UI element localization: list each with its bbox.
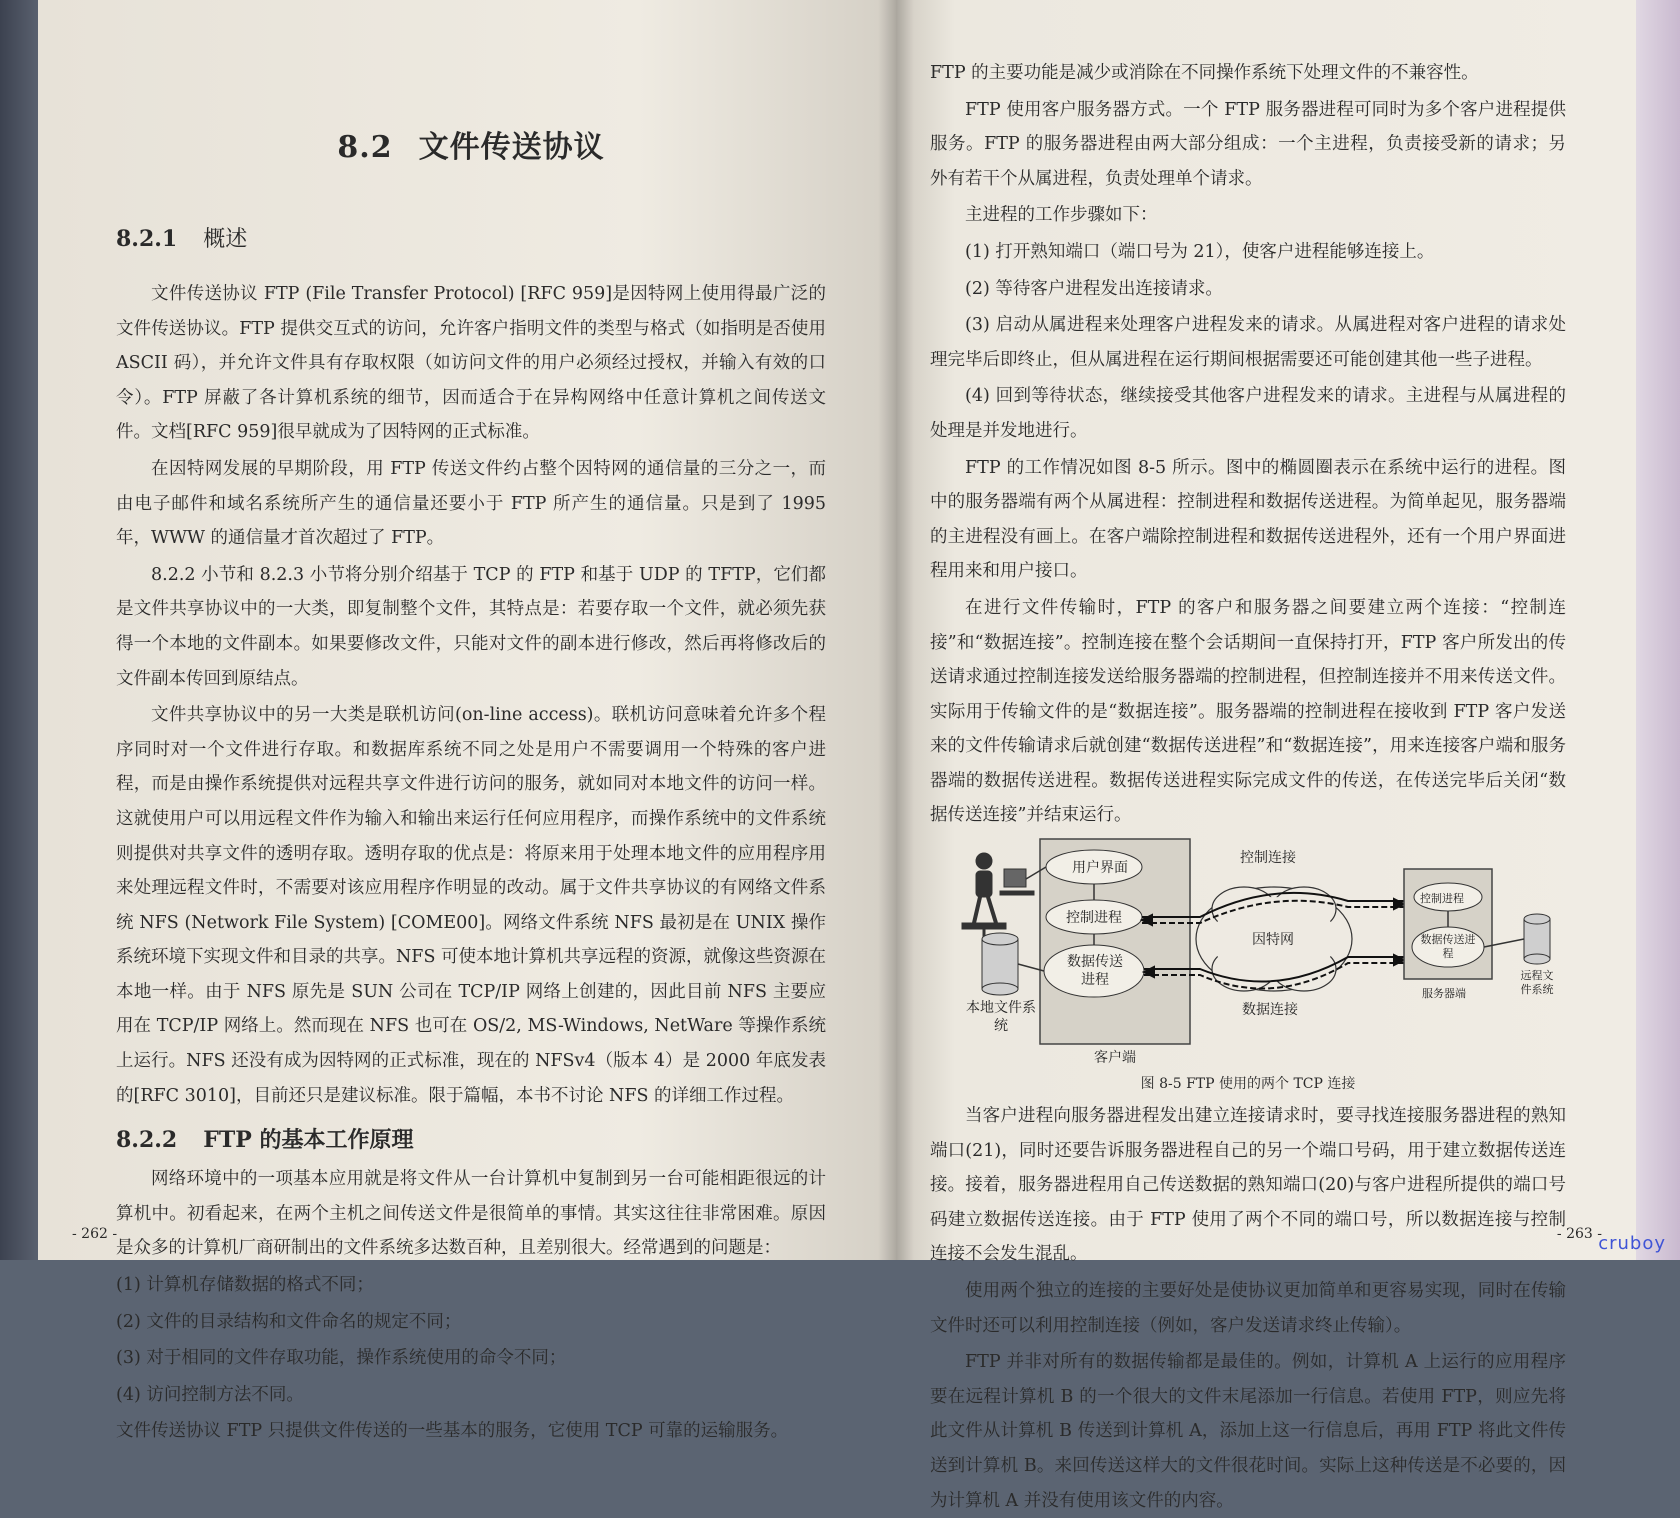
paragraph: FTP 使用客户服务器方式。一个 FTP 服务器进程可同时为多个客户进程提供服务。FTP 的服务器进程由两大部分组成：一个主进程，负责接受新的请求；另外有若干个从属进程，负责处理单个请求。	[930, 99, 1566, 189]
figure-8-5	[944, 839, 1584, 1077]
section-heading-8-2-2	[116, 1123, 826, 1154]
step-item: (2) 等待客户进程发出连接请求。	[965, 278, 1223, 299]
step-item: (4) 回到等待状态，继续接受其他客户进程发来的请求。主进程与从属进程的处理是并发地进行。	[930, 386, 1566, 441]
step-item: (1) 打开熟知端口（端口号为 21），使客户进程能够连接上。	[965, 241, 1435, 262]
paragraph: 文件共享协议中的另一大类是联机访问(on-line access)。联机访问意味着允许多个程序同时对一个文件进行存取。和数据库系统不同之处是用户不需要调用一个特殊的客户进程，而是由操作系统提供对远程共享文件进行访问的服务，就如同对本地文件的访问一样。这就使用户可以用远程文件作为输入和输出来运行任何应用程序，而操作系统中的文件系统则提供对共享文件的透明存取。透明存取的优点是：将原来用于处理本地文件的应用程序用来处理远程文件时，不需要对该应用程序作明显的改动。属于文件共享协议的有网络文件系统 NFS (Network File System) [COME00]。网络文件系统 NFS 最初是在 UNIX 操作系统环境下实现文件和目录的共享。NFS 可使本地计算机共享远程的资源，就像这些资源在本地一样。由于 NFS 原先是 SUN 公司在 TCP/IP 网络上创建的，因此目前 NFS 主要应用在 TCP/IP 网络上。然而现在 NFS 也可在 OS/2, MS-Windows, NetWare 等操作系统上运行。NFS 还没有成为因特网的正式标准，现在的 NFSv4（版本 4）是 2000 年底发表的[RFC 3010]，目前还只是建议标准。限于篇幅，本书不讨论 NFS 的详细工作过程。	[116, 705, 827, 1106]
section-title: 概述	[203, 227, 248, 252]
section-number: 8.2.1	[116, 226, 178, 252]
client-data-label: 数据传送进程	[1067, 954, 1123, 989]
problem-list	[116, 1268, 826, 1412]
section-number: 8.2.2	[116, 1127, 178, 1154]
right-page	[896, 0, 1636, 1511]
chapter-number: 8.2	[337, 130, 393, 165]
list-item: (3) 对于相同的文件存取功能，操作系统使用的命令不同；	[116, 1348, 567, 1369]
paragraph: 在因特网发展的早期阶段，用 FTP 传送文件约占整个因特网的通信量的三分之一，而由电子邮件和域名系统所产生的通信量还要小于 FTP 所产生的通信量。只是到了 1995 年，WWW 的通信量才首次超过了 FTP。	[116, 458, 826, 549]
paragraph: 主进程的工作步骤如下：	[965, 205, 1158, 226]
paragraph: 使用两个独立的连接的主要好处是使协议更加简单和更容易实现，同时在传输文件时还可以利用控制连接（例如，客户发送请求终止传输）。	[930, 1281, 1566, 1336]
client-ui-label: 用户界面	[1072, 860, 1128, 877]
book-gutter	[878, 0, 914, 1260]
paragraph: 文件传送协议 FTP (File Transfer Protocol) [RFC 959]是因特网上使用得最广泛的文件传送协议。FTP 提供交互式的访问，允许客户指明文件的类型与格式（如指明是否使用 ASCII 码），并允许文件具有存取权限（如访问文件的用户必须经过授权，并输入有效的口令）。FTP 屏蔽了各计算机系统的细节，因而适合于在异构网络中任意计算机之间传送文件。文档[RFC 959]很早就成为了因特网的正式标准。	[116, 284, 826, 443]
paragraph: 在进行文件传输时，FTP 的客户和服务器之间要建立两个连接：“控制连接”和“数据连接”。控制连接在整个会话期间一直保持打开，FTP 客户所发出的传送请求通过控制连接发送给服务器端的控制进程，但控制连接并不用来传送文件。实际用于传输文件的是“数据连接”。服务器端的控制进程在接收到 FTP 客户发送来的文件传输请求后就创建“数据传送进程”和“数据连接”，用来连接客户端和服务器端的数据传送进程。数据传送进程实际完成文件的传送，在传送完毕后关闭“数据传送连接”并结束运行。	[930, 597, 1566, 826]
paragraph: 当客户进程向服务器进程发出建立连接请求时，要寻找连接服务器进程的熟知端口(21)，同时还要告诉服务器进程自己的另一个端口号码，用于建立数据传送连接。接着，服务器进程用自己传送数据的熟知端口(20)与客户进程所提供的端口号码建立数据传送连接。由于 FTP 使用了两个不同的端口号，所以数据连接与控制连接不会发生混乱。	[930, 1106, 1566, 1265]
paragraph: FTP 的工作情况如图 8-5 所示。图中的椭圆圈表示在系统中运行的进程。图中的服务器端有两个从属进程：控制进程和数据传送进程。为简单起见，服务器端的主进程没有画上。在客户端除控制进程和数据传送进程外，还有一个用户界面进程用来和用户接口。	[930, 457, 1566, 582]
server-control-label: 控制进程	[1420, 892, 1464, 906]
internet-label: 因特网	[1252, 932, 1294, 949]
section-title: FTP 的基本工作原理	[203, 1127, 414, 1154]
watermark: cruboy	[1598, 1233, 1666, 1254]
remote-fs-label: 远程文件系统	[1520, 969, 1554, 997]
local-disk-icon	[982, 933, 1018, 995]
client-control-label: 控制进程	[1066, 910, 1122, 927]
chapter-title: 文件传送协议	[418, 130, 605, 165]
server-data-label: 数据传送进程	[1420, 933, 1476, 961]
client-side-label: 客户端	[1094, 1050, 1136, 1067]
paragraph: FTP 并非对所有的数据传输都是最佳的。例如，计算机 A 上运行的应用程序要在远程计算机 B 的一个很大的文件末尾添加一行信息。若使用 FTP，则应先将此文件从计算机 B 传送到计算机 A，添加上这一行信息后，再用 FTP 将此文件传送到计算机 B。来回传送这样大的文件很花时间。实际上这种传送是不必要的，因为计算机 A 并没有使用该文件的内容。	[930, 1352, 1566, 1511]
chapter-heading	[116, 122, 826, 166]
left-page	[38, 0, 896, 1442]
local-fs-label: 本地文件系统	[966, 1000, 1036, 1035]
paragraph: 文件传送协议 FTP 只提供文件传送的一些基本的服务，它使用 TCP 可靠的运输服务。	[116, 1421, 789, 1442]
paragraph: 8.2.2 小节和 8.2.3 小节将分别介绍基于 TCP 的 FTP 和基于 UDP 的 TFTP，它们都是文件共享协议中的一大类，即复制整个文件，其特点是：若要存取一个文件，就必须先获得一个本地的文件副本。如果要修改文件，只能对文件的副本进行修改，然后再将修改后的文件副本传回到原结点。	[116, 564, 826, 689]
list-item: (2) 文件的目录结构和文件命名的规定不同；	[116, 1311, 462, 1332]
list-item: (1) 计算机存储数据的格式不同；	[116, 1275, 374, 1296]
control-connection-label: 控制连接	[1240, 850, 1296, 867]
figure-drawing	[944, 839, 1584, 1077]
paragraph: FTP 的主要功能是减少或消除在不同操作系统下处理文件的不兼容性。	[930, 63, 1479, 83]
step-item: (3) 启动从属进程来处理客户进程发来的请求。从属进程对客户进程的请求处理完毕后即终止，但从属进程在运行期间根据需要还可能创建其他一些子进程。	[930, 315, 1566, 370]
remote-disk-icon	[1524, 914, 1550, 964]
data-connection-label: 数据连接	[1242, 1002, 1298, 1019]
section-heading-8-2-1	[116, 222, 826, 253]
server-side-label: 服务器端	[1422, 987, 1466, 1001]
list-item: (4) 访问控制方法不同。	[116, 1384, 304, 1405]
figure-caption: 图 8-5 FTP 使用的两个 TCP 连接	[1140, 1076, 1356, 1093]
paragraph: 网络环境中的一项基本应用就是将文件从一台计算机中复制到另一台可能相距很远的计算机中。初看起来，在两个主机之间传送文件是很简单的事情。其实这往往非常困难。原因是众多的计算机厂商研制出的文件系统多达数百种，且差别很大。经常遇到的问题是：	[116, 1169, 826, 1259]
page-number-right: - 263 -	[1556, 1226, 1602, 1242]
user-icon	[962, 853, 1034, 939]
page-number-left: - 262 -	[72, 1226, 118, 1242]
